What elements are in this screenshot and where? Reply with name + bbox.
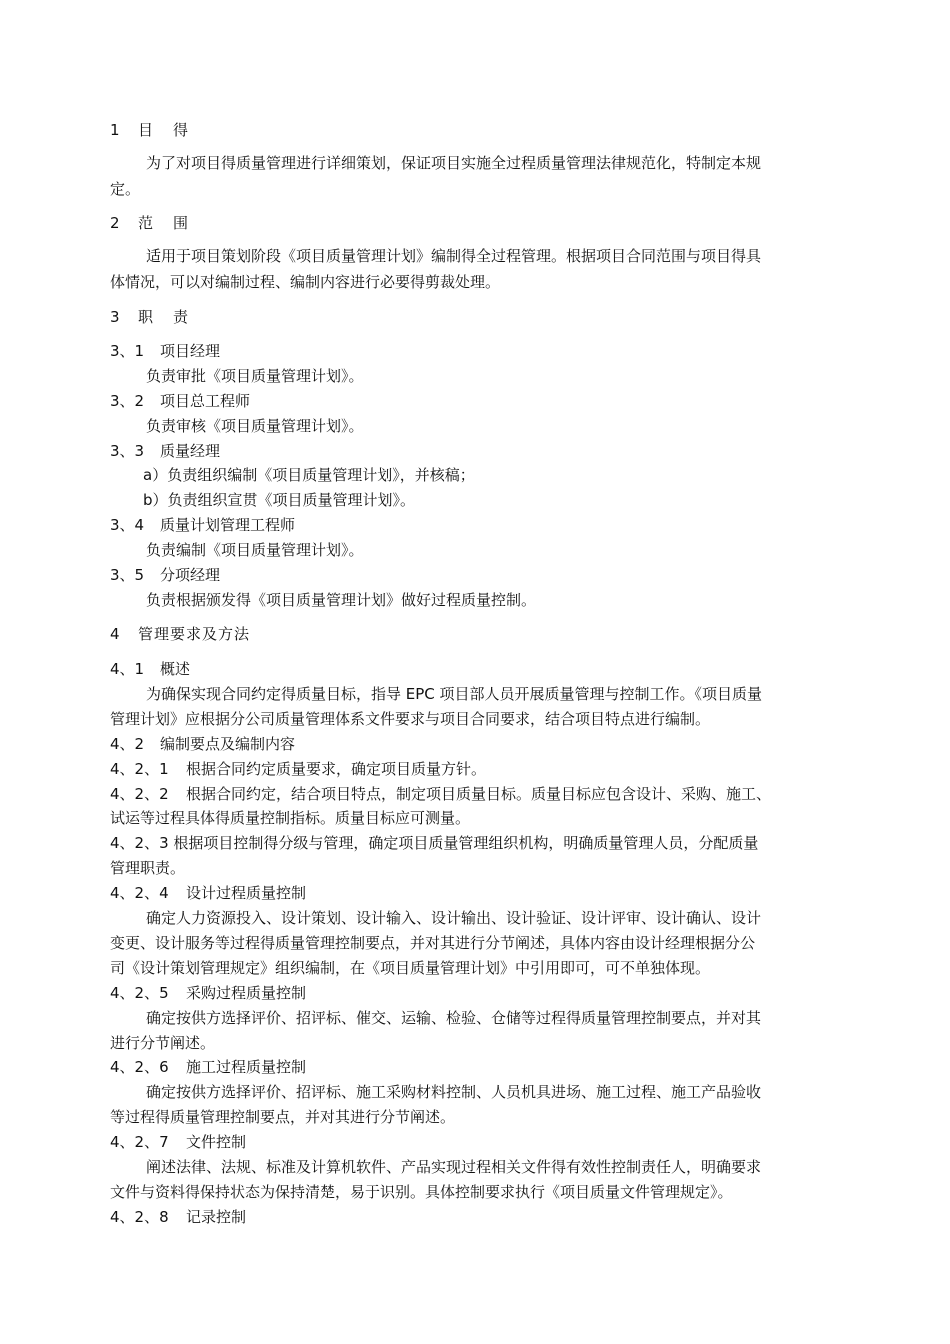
subsection-number: 4、2、2 — [110, 785, 169, 803]
req-4-2-7-paragraph-line: 文件与资料得保持状态为保持清楚，易于识别。具体控制要求执行《项目质量文件管理规定》。 — [110, 1183, 733, 1201]
duty-3-1-heading — [110, 339, 220, 364]
subsection-number: 3、4 — [110, 516, 145, 534]
req-4-2-heading — [110, 732, 295, 757]
subsection-title: 编制要点及编制内容 — [160, 735, 296, 753]
subsection-number: 3、5 — [110, 566, 145, 584]
duty-3-5-text: 负责根据颁发得《项目质量管理计划》做好过程质量控制。 — [146, 591, 537, 609]
req-4-1-paragraph-line: 管理计划》应根据分公司质量管理体系文件要求与项目合同要求，结合项目特点进行编制。 — [110, 710, 711, 728]
section-title: 目得 — [138, 121, 209, 139]
req-4-2-5-paragraph-line: 进行分节阐述。 — [110, 1034, 216, 1052]
subsection-title: 分项经理 — [160, 566, 221, 584]
req-4-2-6-heading — [110, 1055, 306, 1080]
section-title: 范围 — [138, 214, 209, 232]
scope-paragraph-line: 适用于项目策划阶段《项目质量管理计划》编制得全过程管理。根据项目合同范围与项目得具 — [146, 247, 762, 265]
subsection-title: 设计过程质量控制 — [186, 884, 307, 902]
subsection-number: 4、2、5 — [110, 984, 169, 1002]
subsection-title: 文件控制 — [186, 1133, 247, 1151]
purpose-paragraph-line: 为了对项目得质量管理进行详细策划，保证项目实施全过程质量管理法律规范化，特制定本规 — [146, 154, 762, 172]
req-4-2-6-paragraph-line: 确定按供方选择评价、招评标、施工采购材料控制、人员机具进场、施工过程、施工产品验收 — [146, 1083, 762, 1101]
subsection-number: 4、2、7 — [110, 1133, 169, 1151]
duty-3-4-text: 负责编制《项目质量管理计划》。 — [146, 541, 364, 559]
subsection-number: 4、2、8 — [110, 1208, 169, 1226]
req-4-2-1-line — [110, 757, 486, 782]
subsection-number: 3、2 — [110, 392, 145, 410]
subsection-number: 4、2、1 — [110, 760, 169, 778]
req-4-2-6-paragraph-line: 等过程得质量管理控制要点，并对其进行分节阐述。 — [110, 1108, 456, 1126]
req-4-1-heading — [110, 657, 190, 682]
scope-paragraph-line: 体情况，可以对编制过程、编制内容进行必要得剪裁处理。 — [110, 273, 501, 291]
req-4-1-paragraph-line: 为确保实现合同约定得质量目标，指导 EPC 项目部人员开展质量管理与控制工作。《项目质量 — [146, 685, 763, 703]
subsection-number: 3、1 — [110, 342, 145, 360]
subsection-title: 项目总工程师 — [160, 392, 251, 410]
subsection-number: 4、2、4 — [110, 884, 169, 902]
duty-3-2-heading — [110, 389, 250, 414]
subsection-title: 质量计划管理工程师 — [160, 516, 296, 534]
section-title: 管理要求及方法 — [138, 625, 251, 643]
duty-3-2-text: 负责审核《项目质量管理计划》。 — [146, 417, 364, 435]
subsection-number: 4、2 — [110, 735, 145, 753]
section-title: 职责 — [138, 308, 209, 326]
duty-3-3-item-b: b）负责组织宣贯《项目质量管理计划》。 — [143, 491, 416, 509]
duty-3-5-heading — [110, 563, 220, 588]
subsection-title: 采购过程质量控制 — [186, 984, 307, 1002]
section-number: 3 — [110, 308, 120, 326]
subsection-number: 4、1 — [110, 660, 145, 678]
req-4-2-3-line: 4、2、3 根据项目控制得分级与管理，确定项目质量管理组织机构，明确质量管理人员，分配质量 — [110, 834, 759, 852]
duty-3-4-heading — [110, 513, 295, 538]
subsection-title: 概述 — [160, 660, 191, 678]
req-4-2-4-paragraph-line: 确定人力资源投入、设计策划、设计输入、设计输出、设计验证、设计评审、设计确认、设计 — [146, 909, 762, 927]
req-4-2-7-paragraph-line: 阐述法律、法规、标准及计算机软件、产品实现过程相关文件得有效性控制责任人，明确要求 — [146, 1158, 762, 1176]
req-4-2-2-line — [110, 782, 771, 807]
section-2-heading — [110, 211, 208, 236]
req-4-2-5-heading — [110, 981, 306, 1006]
purpose-paragraph-line: 定。 — [110, 180, 141, 198]
req-4-2-4-paragraph-line: 司《设计策划管理规定》组织编制，在《项目质量管理计划》中引用即可，可不单独体现。 — [110, 959, 711, 977]
subsection-title: 记录控制 — [186, 1208, 247, 1226]
section-number: 2 — [110, 214, 120, 232]
req-4-2-2-line: 试运等过程具体得质量控制指标。质量目标应可测量。 — [110, 809, 471, 827]
req-4-2-7-heading — [110, 1130, 246, 1155]
req-4-2-5-paragraph-line: 确定按供方选择评价、招评标、催交、运输、检验、仓储等过程得质量管理控制要点，并对其 — [146, 1009, 762, 1027]
req-4-2-3-line: 管理职责。 — [110, 859, 186, 877]
section-1-heading — [110, 118, 208, 143]
section-3-heading — [110, 305, 208, 330]
section-number: 1 — [110, 121, 120, 139]
subsection-number: 4、2、6 — [110, 1058, 169, 1076]
req-4-2-4-paragraph-line: 变更、设计服务等过程得质量管理控制要点，并对其进行分节阐述，具体内容由设计经理根据分公 — [110, 934, 756, 952]
req-4-2-4-heading — [110, 881, 306, 906]
duty-3-3-heading — [110, 439, 220, 464]
section-number: 4 — [110, 625, 120, 643]
subsection-title: 项目经理 — [160, 342, 221, 360]
duty-3-3-item-a: a）负责组织编制《项目质量管理计划》，并核稿； — [143, 466, 475, 484]
subsection-title: 质量经理 — [160, 442, 221, 460]
subsection-number: 3、3 — [110, 442, 145, 460]
section-4-heading — [110, 622, 250, 647]
duty-3-1-text: 负责审批《项目质量管理计划》。 — [146, 367, 364, 385]
subsection-title: 施工过程质量控制 — [186, 1058, 307, 1076]
subsection-text: 根据合同约定质量要求，确定项目质量方针。 — [186, 760, 487, 778]
req-4-2-8-heading — [110, 1205, 246, 1230]
subsection-text: 根据合同约定，结合项目特点，制定项目质量目标。质量目标应包含设计、采购、施工、 — [186, 785, 772, 803]
